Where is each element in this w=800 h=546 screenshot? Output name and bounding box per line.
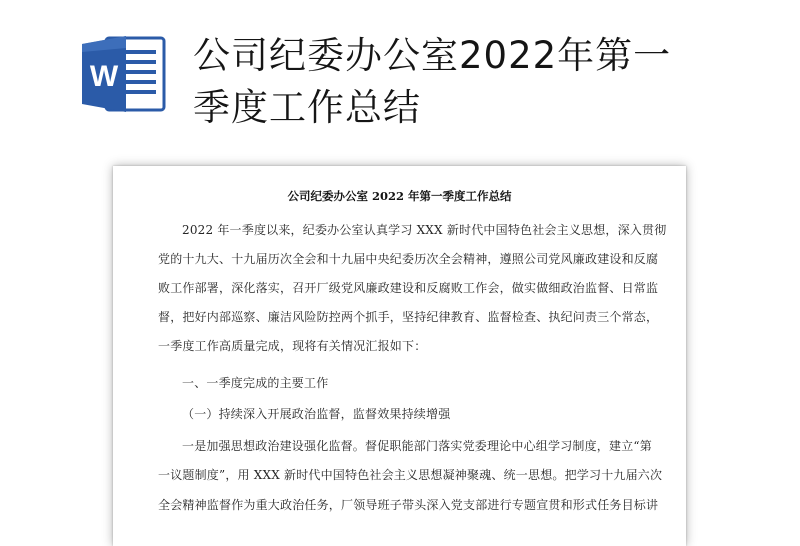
document-page <box>113 166 686 546</box>
document-body <box>113 166 686 546</box>
paragraph-line: 督，把好内部巡察、廉洁风险防控两个抓手，坚持纪律教育、监督检查、执纪问责三个常态， <box>158 310 659 324</box>
paragraph-line: 一季度工作高质量完成，现将有关情况汇报如下： <box>158 339 427 353</box>
paragraph-line: 全会精神监督作为重大政治任务，厂领导班子带头深入党支部进行专题宣贯和形式任务目标讲 <box>158 498 659 512</box>
paragraph-line: 2022 年一季度以来，纪委办公室认真学习 XXX 新时代中国特色社会主义思想，深入贯彻 <box>182 223 667 237</box>
title-line-1: 公司纪委办公室2022年第一 <box>193 34 672 77</box>
paragraph-line: 党的十九大、十九届历次全会和十九届中央纪委历次全会精神，遵照公司党风廉政建设和反腐 <box>158 252 659 266</box>
section-heading: 一、一季度完成的主要工作 <box>182 376 329 390</box>
document-title: 公司纪委办公室 2022 年第一季度工作总结 <box>287 189 512 203</box>
paragraph-line: 一是加强思想政治建设强化监督。督促职能部门落实党委理论中心组学习制度，建立“第 <box>182 439 652 453</box>
word-icon-letter: W <box>89 60 119 93</box>
subsection-heading: （一）持续深入开展政治监督，监督效果持续增强 <box>182 407 451 421</box>
paragraph-line: 一议题制度”，用 XXX 新时代中国特色社会主义思想凝神聚魂、统一思想。把学习十九届六次 <box>158 468 663 482</box>
header <box>0 0 800 150</box>
paragraph-line: 败工作部署，深化落实，召开厂级党风廉政建设和反腐败工作会，做实做细政治监督、日常监 <box>158 281 659 295</box>
title-line-2: 季度工作总结 <box>193 86 421 129</box>
page-title <box>193 30 753 134</box>
word-icon <box>80 34 166 114</box>
